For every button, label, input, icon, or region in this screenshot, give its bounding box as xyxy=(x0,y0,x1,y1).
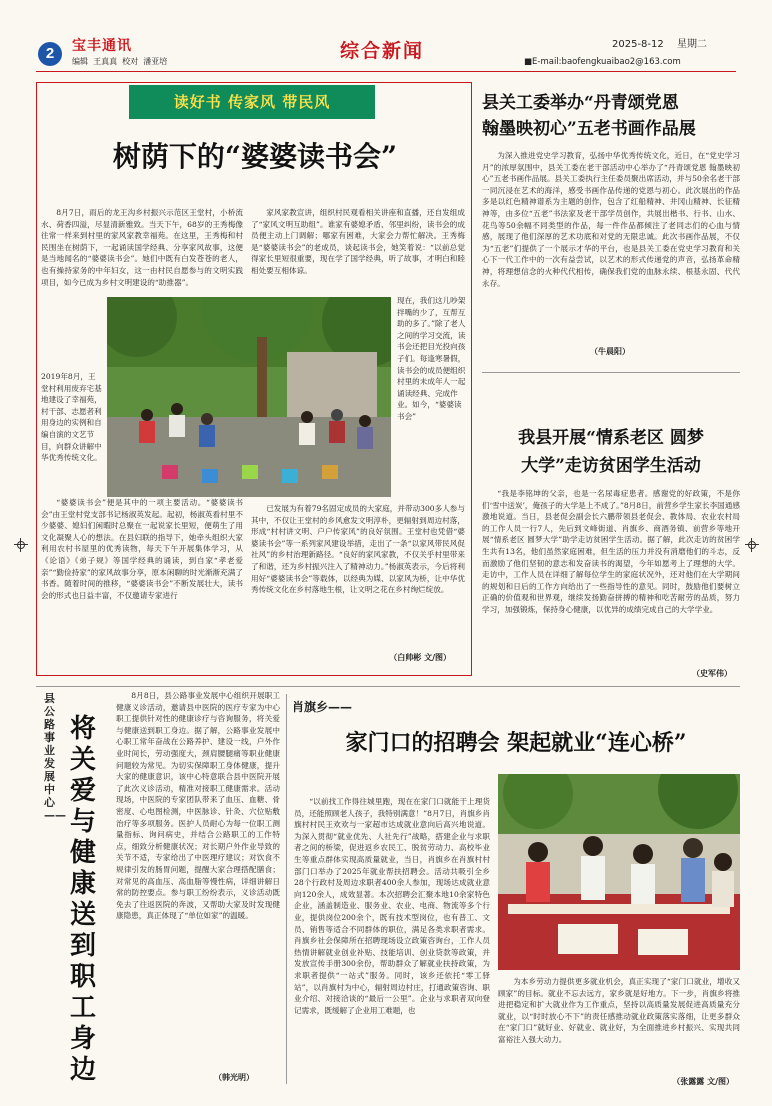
article-headline: 树荫下的“婆婆读书会” xyxy=(112,140,398,173)
divider-right-1 xyxy=(482,372,740,373)
page-number-badge: 2 xyxy=(38,42,62,66)
crop-mark-right xyxy=(745,538,759,552)
article-col1-top: 8月7日，雨后的龙王沟乡村振兴示范区王堂村，小桥流水、荷香四溢，尽显清新雅致。当天下午，68岁的王秀梅像往常一样来到村里的家风家教幸福苑。在这里，王秀梅和村民围坐在树荫下，一起诵读国学经典、分享家风故事，这便是当地闻名的“婆婆读书会”。她们中既有白发苍苍的老人，也有操持家务的中年妇女，这一由村民自愿参与的文明实践项目，如今已成为乡村文明建设的“助推器”。 xyxy=(41,208,243,287)
job-fair-photo xyxy=(498,774,740,970)
health-vertical-kicker: 县公路事业发展中心—— xyxy=(44,692,66,822)
divider-horizontal xyxy=(36,686,740,687)
masthead-rule xyxy=(36,71,736,72)
photo-illustration xyxy=(107,297,391,497)
job-fair-illustration xyxy=(498,774,740,970)
jobfair-byline: （张露露 文/图） xyxy=(672,1076,734,1086)
email-text: E-mail:baofengkuaibao2@163.com xyxy=(532,57,681,67)
section-title: 综合新闻 xyxy=(340,40,425,62)
reading-club-photo xyxy=(107,297,391,497)
exhibit-byline: （牛晨阳） xyxy=(590,346,630,356)
issue-weekday: 星期二 xyxy=(677,39,707,50)
article-health-checkup xyxy=(36,690,282,1090)
visit-headline-1: 我县开展“情系老区 圆梦 xyxy=(518,428,704,448)
health-vertical-title: 将关爱与健康送到职工身边 xyxy=(70,714,97,1085)
health-body: 8月8日，县公路事业发展中心组织开展职工健康义诊活动，邀请县中医院的医疗专家为中心职工提供针对性的健康诊疗与咨询服务，将关爱与健康送到职工身边。据了解，公路事业发展中心职工常年奋战在公路养护、建设一线，户外作业时间长，劳动强度大，颈肩腰腿痛等职业健康问题较为常见。为切实保障职工身体健康，提升大家的健康意识，该中心特意联合县中医院开展了此次义诊活动，精准对接职工健康需求。活动现场，中医院的专家团队带来了血压、血糖、骨密度、心电图检测，中医脉诊、针灸、穴位贴敷治疗等多项服务。医护人员耐心为每一位职工测量指标、询问病史，并结合公路职工的工作特点，细致分析健康状况；对长期户外作业导致的关节不适，专家给出了中医理疗建议；对饮食不规律引发的肠胃问题，提醒大家合理搭配膳食；对常见的高血压、高血脂等慢性病，详细讲解日常的防控要点。参与职工纷纷表示，义诊活动既免去了往返医院的奔波，又帮助大家及时发现健康隐患，真正体现了“单位如家”的温暖。 xyxy=(116,691,280,921)
article-banner: 读好书 传家风 带民风 xyxy=(129,85,375,119)
exhibit-headline-1: 县关工委举办“丹青颂党恩 xyxy=(482,93,679,113)
article-col2-bottom: 已发展为有着79名固定成员的大家庭，并带动300多人参与其中，不仅让王堂村的乡风愈发文明淳朴，更辐射到周边村落，形成“村村讲文明、户户传家风”的良好氛围。王堂村也凭借“婆婆读书会”等一系列家风建设举措，走出了一条“以家风带民风促社风”的乡村治理新路径。“良好的家风家教，不仅关乎村里带来了和谐，还为乡村振兴注入了精神动力。”杨淑英表示，今后将利用好“婆婆读书会”等载体，以经典为媒、以家风为桥，让中华优秀传统文化在乡村落地生根，让文明之花在乡村绚烂绽放。 xyxy=(251,504,465,595)
divider-vertical xyxy=(286,694,287,1084)
jobfair-col2: 为本乡劳动力提供更多就业机会，真正实现了“家门口就业，增收又顾家”的目标。就业不忘去远方，家乡就是好地方。下一步，肖旗乡将推进把稳定和扩大就业作为工作重点，坚持以高质量发展促进高质量充分就业，以“时时放心不下”的责任感推动就业政策落实落细，让更多群众在“家门口”就好业、好就业、就业好，为全面推进乡村振兴、实现共同富裕注入强大动力。 xyxy=(498,977,740,1044)
masthead xyxy=(0,0,772,78)
article-col2-top: 家风家教宣讲，组织村民观看相关讲座和直播，还自发组成了“家风文明互助组”。谁家有婆媳矛盾、邻里纠纷，读书会的成员便主动上门调解；哪家有困难，大家会力帮忙解决。王秀梅是“婆婆读书会”的老成员，谈起读书会，她笑着说：“以前总觉得家长里短很重要，现在学了国学经典，听了故事，才明白和睦相处要互相体谅。 xyxy=(251,208,465,275)
jobfair-headline: 家门口的招聘会 架起就业“连心桥” xyxy=(345,730,687,756)
article-byline: （白帅彬 文/图） xyxy=(389,652,451,662)
exhibit-headline-2: 翰墨映初心”五老书画作品展 xyxy=(482,119,696,139)
jobfair-kicker: 肖旗乡—— xyxy=(292,700,353,714)
health-byline: （韩光明） xyxy=(214,1072,254,1082)
article-col1-bottom: “婆婆读书会”便是其中的一项主要活动。“婆婆读书会”由王堂村党支部书记杨淑英发起。起初，杨淑英看村里不少婆婆、媳妇们闲暇时总聚在一起说家长里短，便萌生了用文化凝聚人心的想法。在县妇联的指导下，她牵头组织大家利用农村书屋里的优秀读物，每天下午开展集体学习，从《论语》《弟子规》等国学经典的诵读，到自家“孝老爱亲”“勤俭持家”的家风故事分享，原本闲聊的时光渐渐充满了书香。随着时间的推移，“婆婆读书会”不断发展壮大，读书会的形式也日益丰富，不仅邀请专家进行 xyxy=(41,498,243,600)
crop-mark-left xyxy=(14,538,28,552)
article-reading-club xyxy=(36,82,472,676)
jobfair-col1: “以前找工作得往城里跑，现在在家门口就能干上理货员，还能照顾老人孩子，我特别满意！”8月7日，肖旗乡肖旗村村民王欢欢与一家超市达成就业意向后高兴地说道。为深入贯彻“就业优先、人社先行”战略，搭建企业与求职者之间的桥梁，促进返乡农民工、脱贫劳动力、高校毕业生等重点群体实现高质量就业，当日，肖旗乡在肖旗村村部门口举办了2025年就业帮扶招聘会。活动共吸引全乡28个行政村及周边求职者400余人参加，现场达成就业意向120余人，成效显著。本次招聘会汇聚本地10余家特色企业，涵盖制造业、服务业、农业、电商、物流等多个行业，提供岗位200余个，既有技术型岗位，也有普工、文员、销售等适合不同群体的职位，满足各类求职者需求。肖旗乡社会保障所在招聘现场设立政策咨询台，工作人员热情讲解就业创业补贴、技能培训、创业贷款等政策，并发放宣传手册300余份，帮助群众了解就业扶持政策，为求职者提供“一站式”服务。同时，该乡还依托“零工驿站”，以肖旗村为中心，辐射周边村庄，打通政策咨询、职业介绍、对接洽谈的“最后一公里”。企业与求职者双向登记需求，既缓解了企业用工难题，也 xyxy=(294,797,490,1015)
editor-credits: 编辑 王真真 校对 潘亚培 xyxy=(72,57,168,66)
article-col1-narrow: 2019年8月，王堂村利用废弃宅基地建设了幸福苑，村干部、志愿者利用身边的实例和自编自演的文艺节目，向群众讲解中华优秀传统文化。 xyxy=(41,372,102,463)
envelope-icon: ■ xyxy=(524,57,533,67)
visit-headline-2: 大学”走访贫困学生活动 xyxy=(521,456,701,476)
visit-body: “我是李铭坤的父亲，也是一名尿毒症患者。感谢党的好政策，不是你们‘雪中送炭’，俺孩子的大学是上不成了。”8月8日，前营乡学生家长李国通感激地说道。当日，县老促会副会长六鹏带领县老促会、教体局、农业农村局的工作人员一行7人，先后到文峰街道、肖旗乡、商酒务镇、前营乡等地开展“情系老区 圆梦大学”助学走访贫困学生活动。据了解，此次走访的贫困学生共有13名，他们虽然家庭困难，但生活的压力并没有消磨他们的斗志，反而激励了他们坚韧的意志和发奋读书的渴望，今年如愿考上了理想的大学。走访中，工作人员在详细了解每位学生的家庭状况外，还对他们在大学期间的规划和日后的工作方向给出了一些指导性的意见。同时，鼓励他们要树立正确的价值观和世界观，继续发扬勤奋拼搏的精神和吃苦耐劳的品质，努力学习，加强锻炼，保持身心健康，以优异的成绩完成自己的大学学业。 xyxy=(482,489,740,614)
email-line xyxy=(524,57,681,67)
article-calligraphy-exhibit xyxy=(482,90,740,360)
article-student-visit xyxy=(482,424,740,684)
article-job-fair xyxy=(292,694,740,1094)
paper-name: 宝丰通讯 xyxy=(72,38,132,54)
article-col2-narrow: 现在，我们这儿吵架拌嘴的少了，互帮互助的多了。”除了老人之间的学习交流，读书会还把目光投向孩子们。每逢寒暑假，读书会的成员便组织村里的未成年人一起诵读经典、完成作业。如今，“婆婆读书会” xyxy=(397,296,466,421)
exhibit-body: 为深入推进党史学习教育，弘扬中华优秀传统文化，近日，在“党史学习月”的浓厚氛围中，县关工委在老干部活动中心举办了“丹青颂党恩 翰墨映初心”五老书画作品展。县关工委执行主任委员聚出席活动，并与50余名老干部一同沉浸在艺术的海洋，感受书画作品传递的党恩与初心。此次展出的作品多是以红色精神谱系为主题的创作，包含了红船精神、井冈山精神、长征精神等，由多位“五老”书法家及老干部学员创作，共展出楷书、行书、山水、花鸟等50余幅不同类型的作品，每一件作品都倾注了老同志们的心血与情感，展现了他们深厚的艺术功底和对党的无限忠诚。此次书画作品展，不仅为“五老”们提供了一个展示才华的平台，也是县关工委在党史学习教育和关心下一代工作中的一次有益尝试，以艺术的形式传递党的声音，弘扬革命精神，将理想信念的火种代代相传，确保我们党的血脉永续、根基永固、代代永存。 xyxy=(482,151,740,288)
issue-date: 2025-8-12 xyxy=(612,39,664,50)
visit-byline: （史军伟） xyxy=(692,668,732,678)
